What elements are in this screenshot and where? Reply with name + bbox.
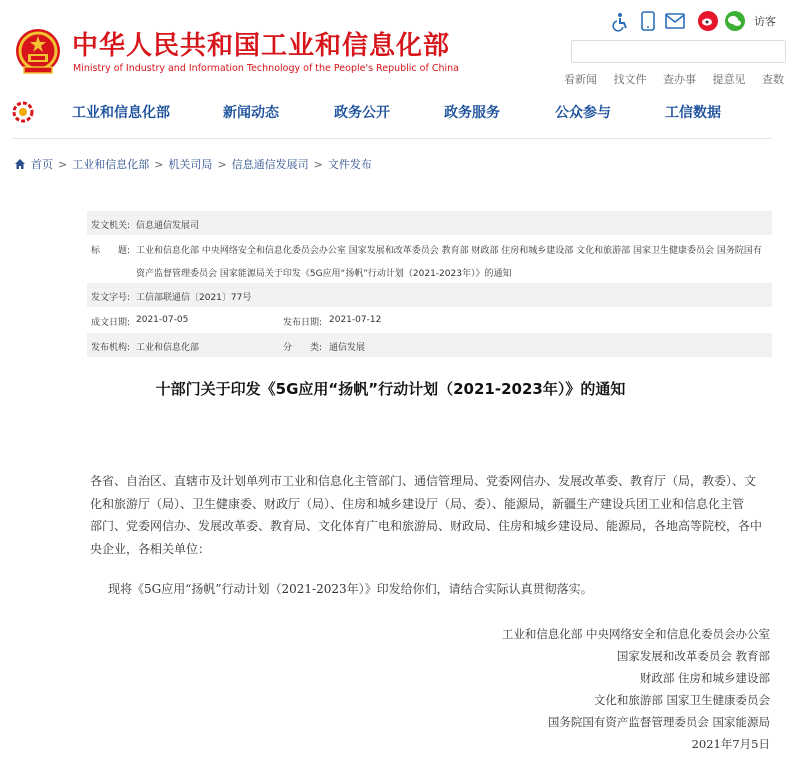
article-body: 现将《5G应用“扬帆”行动计划（2021-2023年）》印发给你们，请结合实际认真贯彻落实。 <box>108 582 593 596</box>
meta-row-agency <box>87 333 772 358</box>
meta-value: 工业和信息化部 中央网络安全和信息化委员会办公室 国家发展和改革委员会 教育部 财政部 住房和城乡建设部 文化和旅游部 国家卫生健康委员会 国务院国有 <box>136 246 762 256</box>
breadcrumb <box>14 156 372 172</box>
meta-value: 资产监督管理委员会 国家能源局关于印发《5G应用“扬帆”行动计划（2021-2023年）》的通知 <box>136 269 512 279</box>
mobile-icon[interactable] <box>637 10 659 32</box>
meta-value: 信息通信发展司 <box>136 221 200 231</box>
document-meta-table <box>87 211 772 358</box>
quick-link-files[interactable]: 找文件 <box>613 73 647 86</box>
meta-label: 标 题: <box>91 246 131 256</box>
nav-item-data[interactable]: 工信数据 <box>665 105 721 121</box>
quick-links <box>564 71 797 87</box>
breadcrumb-miit[interactable]: 工业和信息化部 <box>72 158 150 171</box>
paragraph-line: 各省、自治区、直辖市及计划单列市工业和信息化主管部门、通信管理局、党委网信办、发展改革委、教育厅（局，教委）、文 <box>90 474 757 488</box>
meta-value: 通信发展 <box>329 343 366 353</box>
mail-icon[interactable] <box>664 10 686 32</box>
nav-item-miit[interactable]: 工业和信息化部 <box>72 105 170 121</box>
paragraph-line: 化和旅游厅（局）、卫生健康委、财政厅（局）、住房和城乡建设厅（局、委）、能源局，新疆生产建设兵团工业和信息化主管 <box>90 496 745 511</box>
signatory-line: 工业和信息化部 中央网络安全和信息化委员会办公室 <box>501 627 770 641</box>
wechat-icon[interactable] <box>724 10 746 32</box>
breadcrumb-ict-dept[interactable]: 信息通信发展司 <box>231 158 309 171</box>
paragraph-line: 央企业，各相关单位： <box>90 541 211 556</box>
meta-label: 发布机构: <box>91 343 131 353</box>
national-emblem-icon <box>14 27 62 77</box>
meta-label: 分 类: <box>283 343 323 353</box>
nav-divider <box>12 138 772 139</box>
nav-item-gov-affairs[interactable]: 政务公开 <box>334 105 390 121</box>
signing-date: 2021年7月5日 <box>691 737 770 751</box>
quick-link-services[interactable]: 查办事 <box>663 73 696 86</box>
article-addressees <box>90 470 772 560</box>
breadcrumb-separator: > <box>217 157 227 171</box>
meta-value: 2021-07-05 <box>136 315 189 325</box>
meta-value: 2021-07-12 <box>329 315 382 325</box>
meta-row-title <box>87 236 772 283</box>
nav-item-participation[interactable]: 公众参与 <box>555 105 611 121</box>
site-title[interactable]: 中华人民共和国工业和信息化部 <box>72 31 451 61</box>
meta-label: 成文日期: <box>91 318 131 328</box>
site-subtitle: Ministry of Industry and Information Technology of the People's Republic of China <box>73 63 459 74</box>
nav-item-gov-services[interactable]: 政务服务 <box>444 105 500 121</box>
breadcrumb-separator: > <box>313 157 323 171</box>
breadcrumb-departments[interactable]: 机关司局 <box>168 158 213 171</box>
meta-row-issuer <box>87 211 772 236</box>
signatory-line: 国家发展和改革委员会 教育部 <box>616 649 770 663</box>
breadcrumb-documents[interactable]: 文件发布 <box>327 158 372 171</box>
nav-logo-icon[interactable] <box>12 101 34 123</box>
nav-item-news[interactable]: 新闻动态 <box>223 105 279 121</box>
quick-link-news[interactable]: 看新闻 <box>564 73 597 86</box>
breadcrumb-separator: > <box>154 157 164 171</box>
paragraph-line: 部门、党委网信办、发展改革委、教育局、文化体育广电和旅游局、财政局、住房和城乡建设局、能源局，各地高等院校，各中 <box>90 519 763 533</box>
home-icon[interactable] <box>14 158 26 170</box>
signatory-line: 国务院国有资产监督管理委员会 国家能源局 <box>547 715 770 729</box>
weibo-icon[interactable] <box>697 10 719 32</box>
meta-value: 工信部联通信〔2021〕77号 <box>136 293 252 303</box>
quick-link-feedback[interactable]: 提意见 <box>712 73 746 86</box>
signatory-line: 文化和旅游部 国家卫生健康委员会 <box>593 693 770 707</box>
meta-label: 发文字号: <box>91 293 131 303</box>
breadcrumb-separator: > <box>58 157 68 171</box>
meta-value: 工业和信息化部 <box>136 343 200 353</box>
meta-label: 发文机关: <box>91 221 131 231</box>
article-title: 十部门关于印发《5G应用“扬帆”行动计划（2021-2023年）》的通知 <box>155 380 626 398</box>
breadcrumb-home[interactable]: 首页 <box>31 158 53 171</box>
visitor-link[interactable]: 访客 <box>754 15 776 28</box>
search-input[interactable] <box>571 40 786 63</box>
accessibility-icon[interactable] <box>610 10 632 32</box>
quick-link-data[interactable]: 查数 <box>762 73 784 86</box>
meta-row-doc-no <box>87 283 772 308</box>
signatory-line: 财政部 住房和城乡建设部 <box>639 671 770 685</box>
meta-row-dates <box>87 308 772 333</box>
meta-label: 发布日期: <box>283 318 323 328</box>
